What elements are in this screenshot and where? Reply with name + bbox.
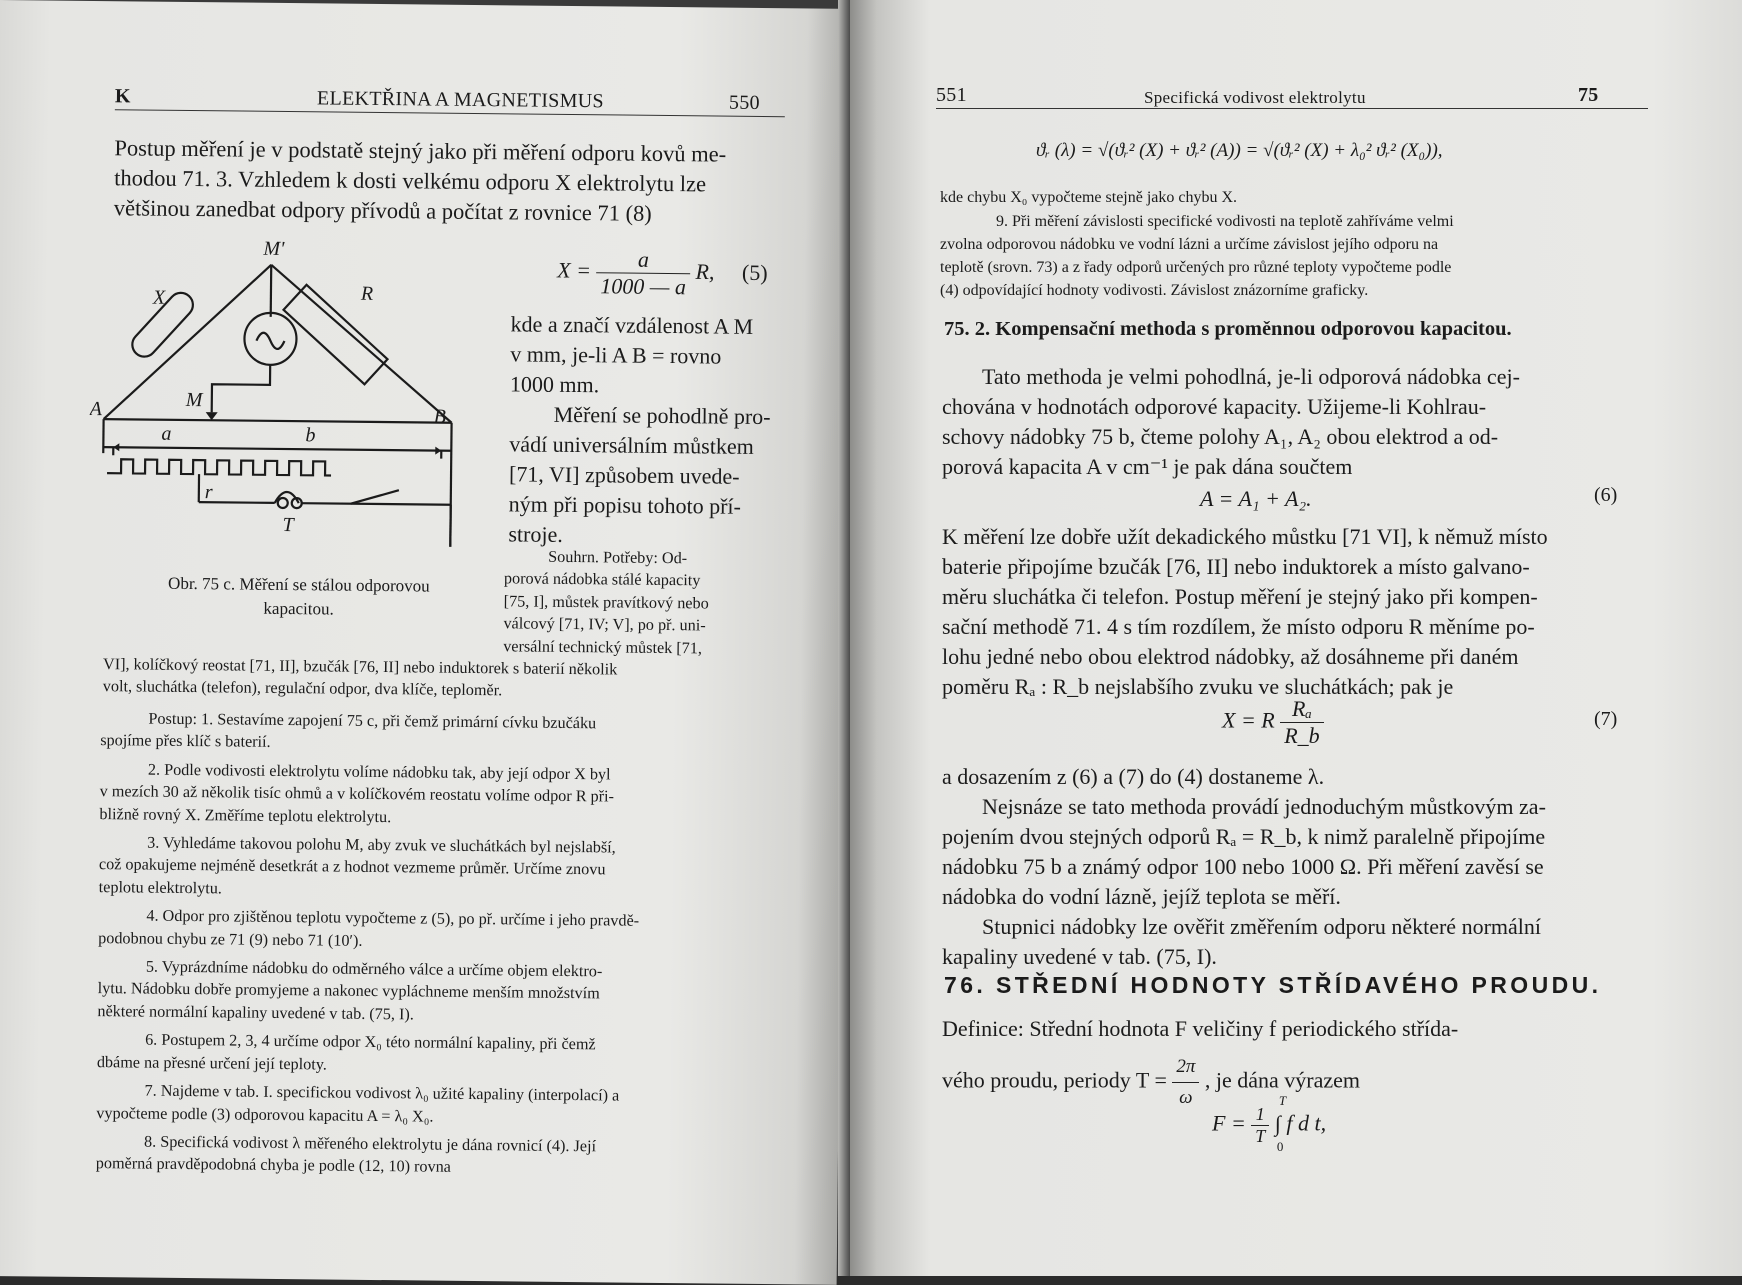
step-line: v mezích 30 až několik tisíc ohmů a v kolíčkovém reostatu volíme odpor R při- xyxy=(100,780,778,810)
reostat-r xyxy=(107,459,331,475)
paragraph-2 xyxy=(942,522,1642,702)
step-6 xyxy=(97,1028,775,1080)
label-r: r xyxy=(205,481,213,503)
step-line: Postup: 1. Sestavíme zapojení 75 c, při čemž primární cívku bzučáku xyxy=(100,707,778,737)
eqf-integral: ∫ xyxy=(1275,1111,1281,1136)
eq7-numerator: Rₐ xyxy=(1280,696,1323,723)
step-line: spojíme přes klíč s baterií. xyxy=(100,729,778,759)
wire-to-slider xyxy=(212,364,270,413)
para1-line: chována v hodnotách odporové kapacity. Užijeme-li Kohlrau- xyxy=(942,392,1642,422)
wire-to-phone xyxy=(271,265,272,317)
eqf-lower: 0 xyxy=(1277,1139,1284,1155)
circuit-diagram xyxy=(88,233,487,567)
step-line: 2. Podle vodivosti elektrolytu volíme nádobku tak, aby její odpor X byl xyxy=(100,758,778,788)
eq5-number: (5) xyxy=(742,259,768,284)
key-switch xyxy=(351,490,399,505)
eqf-lhs: F = xyxy=(1212,1111,1246,1136)
step-line: lytu. Nádobku dobře promyjeme a nakonec vypláchneme menším množstvím xyxy=(98,978,776,1008)
para3-line: a dosazením z (6) a (7) do (4) dostaneme λ. xyxy=(942,762,1642,792)
side-line: [71, VI] způsobem uvede- xyxy=(509,459,781,492)
step-line: poměrná pravděpodobná chyba je podle (12, 10) rovna xyxy=(96,1152,774,1182)
step-1 xyxy=(100,707,778,759)
side-line: ným při popisu tohoto pří- xyxy=(509,489,781,522)
step-5 xyxy=(97,955,776,1029)
step-line: 8. Specifická vodivost λ měřeného elektrolytu je dána rovnicí (4). Její xyxy=(96,1130,774,1160)
label-B: B xyxy=(434,406,446,428)
para1-line: Tato methoda je velmi pohodlná, je-li odporová nádobka cej- xyxy=(942,362,1642,392)
step-line: bližně rovný X. Změříme teplotu elektrolytu. xyxy=(99,803,777,833)
equation-5 xyxy=(557,246,768,301)
eq7-lhs: X = R xyxy=(1222,708,1275,733)
step-line: 4. Odpor pro zjištěnou teplotu vypočteme z (5), po př. určíme i jeho pravdě- xyxy=(98,904,776,934)
header-rule xyxy=(936,108,1648,109)
step-line: 7. Najdeme v tab. I. specifickou vodivost λ₀ užité kapaliny (interpolací) a xyxy=(96,1079,774,1109)
eqf-upper: T xyxy=(1279,1093,1286,1109)
phone-ac-symbol xyxy=(256,333,284,349)
right-page xyxy=(850,0,1742,1276)
souhrn-line: válcový [71, IV; V], po př. uni- xyxy=(503,613,779,638)
souhrn-line: porová nádobka stálé kapacity xyxy=(504,568,780,593)
side-text xyxy=(508,309,782,552)
step-8 xyxy=(96,1130,774,1182)
souhrn-line: VI], kolíčkový reostat [71, II], bzučák [76, II] nebo induktorek s baterií několik xyxy=(103,653,779,682)
def-pre: vého proudu, periody T = xyxy=(942,1068,1167,1093)
page-number: 550 xyxy=(729,92,760,115)
intro-paragraph xyxy=(114,133,783,230)
intro-line: thodou 71. 3. Vzhledem k dosti velkému odporu X elektrolytu lze xyxy=(114,163,782,200)
definition-line: Definice: Střední hodnota F veličiny f periodického střída- xyxy=(942,1014,1642,1044)
eq5-rhs: R, xyxy=(695,259,714,284)
step-line: 3. Vyhledáme takovou polohu M, aby zvuk ve sluchátkách byl nejslabší, xyxy=(99,831,777,861)
para2-line: sační methodě 71. 4 s tím rozdílem, že místo odporu R měníme po- xyxy=(942,612,1642,642)
eq6-number: (6) xyxy=(1594,484,1617,507)
step-4 xyxy=(98,904,776,956)
para3-line: pojením dvou stejných odporů Rₐ = R_b, k nimž paralelně připojíme xyxy=(942,822,1642,852)
eqf-rhs: f d t, xyxy=(1286,1111,1326,1136)
slider-M-arrow xyxy=(206,412,218,420)
eq5-lhs: X = xyxy=(557,257,591,282)
caption-line: kapacitou. xyxy=(124,595,474,623)
step-line: dbáme na přesné určení její teploty. xyxy=(97,1051,775,1081)
item9-line: teplotě (srovn. 73) a z řady odporů určených pro různé teploty vypočteme podle xyxy=(940,256,1650,279)
eqf-integral-wrap xyxy=(1275,1111,1281,1137)
step-3 xyxy=(99,831,778,905)
step-7 xyxy=(96,1079,774,1131)
para2-line: K měření lze dobře užít dekadického můstku [71 VI], k němuž místo xyxy=(942,522,1642,552)
section-heading-75-2: 75. 2. Kompensační methoda s proměnnou odporovou kapacitou. xyxy=(944,318,1512,341)
intro-line: Postup měření je v podstatě stejný jako při měření odporu kovů me- xyxy=(114,133,782,170)
equation-7 xyxy=(1222,696,1324,749)
souhrn-line: [75, I], můstek pravítkový nebo xyxy=(504,590,780,615)
para3-line: nádobka do vodní lázně, jejíž teplota se měří. xyxy=(942,882,1642,912)
side-line: Měření se pohodlně pro- xyxy=(510,399,782,432)
para2-line: měru sluchátka či telefon. Postup měření je stejný jako při kompen- xyxy=(942,582,1642,612)
page-marker: K xyxy=(115,85,131,108)
item9-line: 9. Při měření závislosti specifické vodivosti na teplotě zahříváme velmi xyxy=(940,210,1650,233)
step-line: vypočteme podle (3) odporovou kapacitu A = λ₀ X₀. xyxy=(96,1102,774,1132)
para3-line: Nejsnáze se tato methoda provádí jednoduchým můstkovým za- xyxy=(942,792,1642,822)
eq5-denominator: 1000 — a xyxy=(596,273,690,300)
para3-line: nádobku 75 b a známý odpor 100 nebo 1000 Ω. Při měření zavěsí se xyxy=(942,852,1642,882)
def-frac-num: 2π xyxy=(1172,1052,1199,1083)
step-line: podobnou chybu ze 71 (9) nebo 71 (10′). xyxy=(98,927,776,957)
side-line: v mm, je-li A B = rovno xyxy=(510,339,782,372)
para1-line: porová kapacita A v cm⁻¹ je pak dána součtem xyxy=(942,452,1642,482)
running-head: ELEKTŘINA A MAGNETISMUS xyxy=(317,87,604,113)
para2-line: lohu jedné nebo obou elektrod nádobky, až dosáhneme při daném xyxy=(942,642,1642,672)
para3-line: Stupnici nádobky lze ověřit změřením odporu některé normální xyxy=(942,912,1642,942)
step-line: 5. Vyprázdníme nádobku do odměrného válce a určíme objem elektro- xyxy=(98,955,776,985)
top-text: kde chybu X₀ vypočteme stejně jako chybu X. xyxy=(940,186,1650,209)
ruler-line xyxy=(103,447,451,451)
label-b: b xyxy=(305,424,315,446)
souhrn-line: volt, sluchátka (telefon), regulační odpor, dva klíče, teploměr. xyxy=(103,676,779,705)
eq7-fraction xyxy=(1280,696,1323,749)
para1-line: schovy nádobky 75 b, čteme polohy A₁, A₂ obou elektrod a od- xyxy=(942,422,1642,452)
step-line: některé normální kapaliny uvedené v tab. (75, I). xyxy=(97,1000,775,1030)
item9-line: zvolna odporovou nádobku ve vodní lázni a určíme závislost jejího odporu na xyxy=(940,233,1650,256)
eqf-den: T xyxy=(1251,1126,1269,1147)
eqf-num: 1 xyxy=(1251,1104,1269,1126)
eq5-numerator: a xyxy=(596,246,690,274)
label-A: A xyxy=(88,398,103,420)
eq7-number: (7) xyxy=(1594,708,1617,731)
para3-line: kapaliny uvedené v tab. (75, I). xyxy=(942,942,1642,972)
equation-6: A = A₁ + A₂. xyxy=(1200,486,1312,512)
paragraph-3 xyxy=(942,762,1642,972)
def-post: , je dána výrazem xyxy=(1205,1068,1360,1093)
left-page xyxy=(0,0,850,1285)
section-number: 75 xyxy=(1578,84,1599,107)
label-M: M xyxy=(185,389,204,411)
step-line: 6. Postupem 2, 3, 4 určíme odpor X₀ této normální kapaliny, při čemž xyxy=(97,1028,775,1058)
step-line: což opakujeme nejméně desetkrát a z hodnot vezmeme průměr. Určíme znovu xyxy=(99,854,777,884)
def-frac-den: ω xyxy=(1172,1083,1199,1113)
para2-line: baterie připojíme bzučák [76, II] nebo induktorek a místo galvano- xyxy=(942,552,1642,582)
paragraph-1 xyxy=(942,362,1642,482)
side-line: kde a značí vzdálenost A M xyxy=(510,309,782,342)
side-line: 1000 mm. xyxy=(510,369,782,402)
def-fraction xyxy=(1172,1052,1199,1113)
section-heading-76: 76. STŘEDNÍ HODNOTY STŘÍDAVÉHO PROUDU. xyxy=(944,972,1601,999)
wire-A-B xyxy=(104,419,452,423)
step-2 xyxy=(99,758,778,832)
buzzer-contact-left xyxy=(278,498,288,508)
running-head: Specifická vodivost elektrolytu xyxy=(1144,88,1366,108)
label-T: T xyxy=(282,514,295,536)
eqf-fraction xyxy=(1251,1104,1269,1147)
side-line: vádí universálním můstkem xyxy=(509,429,781,462)
label-a: a xyxy=(161,423,171,445)
item-9 xyxy=(940,210,1650,302)
label-R: R xyxy=(360,283,373,305)
label-M-top: M' xyxy=(262,238,285,260)
step-line: teplotu elektrolytu. xyxy=(99,876,777,906)
steps-list xyxy=(96,707,779,1182)
side-line: stroje. xyxy=(508,519,780,552)
souhrn-line: Souhrn. Potřeby: Od- xyxy=(504,545,780,570)
caption-line: Obr. 75 c. Měření se stálou odporovou xyxy=(124,571,474,599)
label-X: X xyxy=(152,287,166,309)
top-formula: ϑᵣ (λ) = √(ϑᵣ² (X) + ϑᵣ² (A)) = √(ϑᵣ² (X) + λ₀² ϑᵣ² (X₀)), xyxy=(1036,140,1443,162)
page-number: 551 xyxy=(936,84,967,107)
souhrn-continuation xyxy=(103,653,779,705)
intro-line: většinou zanedbat odpory přívodů a počítat z rovnice 71 (8) xyxy=(114,193,782,230)
figure-caption xyxy=(124,571,474,623)
item9-line: (4) odpovídající hodnoty vodivosti. Závislost znázorníme graficky. xyxy=(940,279,1650,302)
souhrn-block xyxy=(503,545,780,660)
para2-line: poměru Rₐ : R_b nejslabšího zvuku ve sluchátkách; pak je xyxy=(942,672,1642,702)
eq7-denominator: R_b xyxy=(1280,723,1323,749)
equation-final xyxy=(1212,1104,1326,1147)
souhrn-line: versální technický můstek [71, xyxy=(503,635,779,660)
eq5-fraction xyxy=(596,246,690,300)
